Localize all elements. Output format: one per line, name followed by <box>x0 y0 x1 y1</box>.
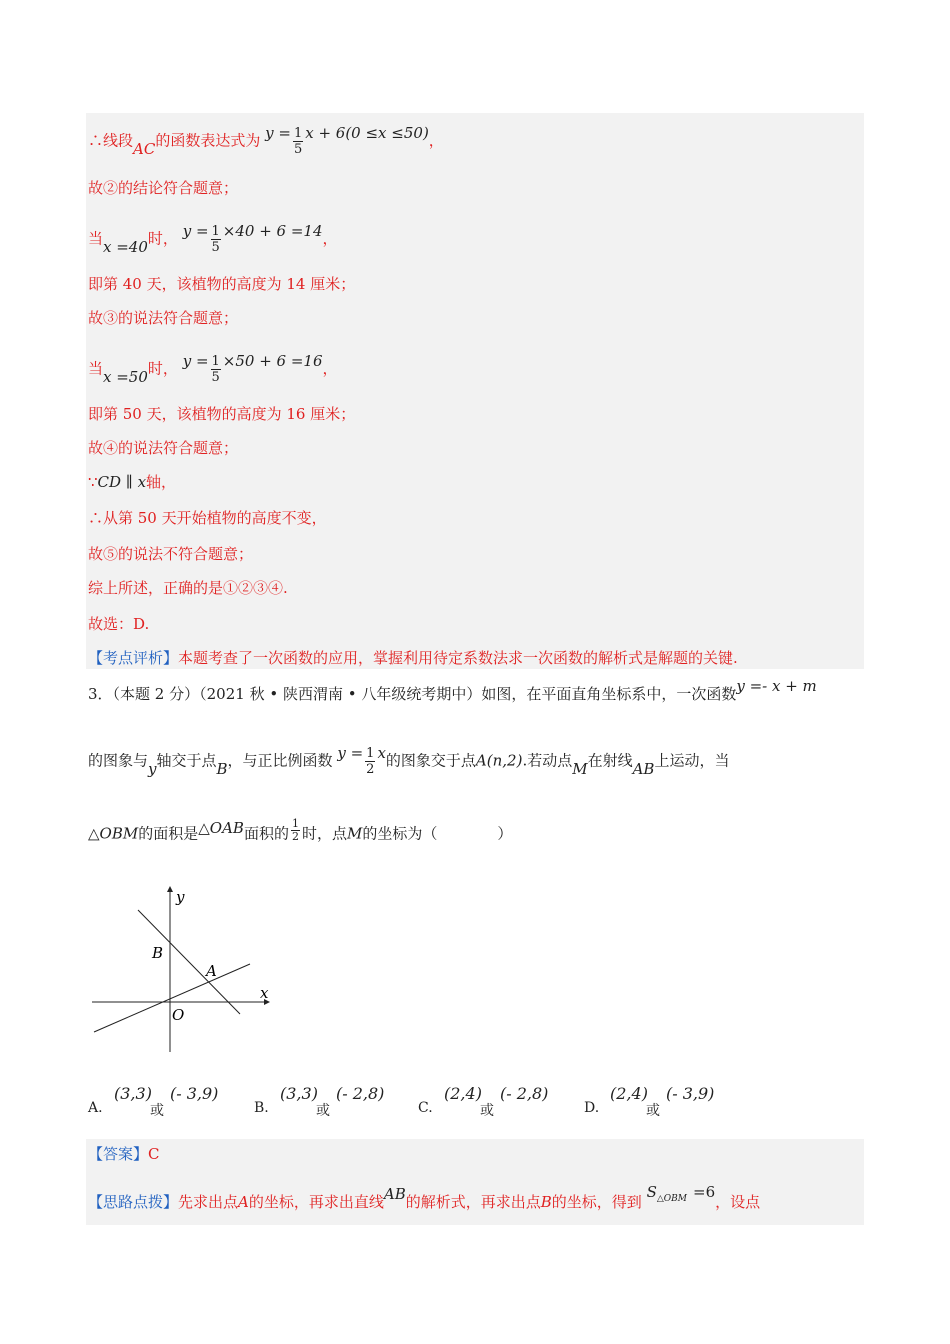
answer-value: C <box>148 1145 160 1163</box>
solution-line-1 <box>88 123 444 158</box>
formula: y = <box>337 743 364 762</box>
text: .若动点 <box>522 751 573 770</box>
math: =6 <box>693 1183 716 1201</box>
fraction <box>211 224 221 255</box>
x-label: x <box>260 984 269 1002</box>
review-tag: 【考点评析】 <box>88 649 179 667</box>
line-ab <box>138 910 240 1014</box>
solution-line-9 <box>88 472 176 492</box>
parallel-symbol: ∥ <box>125 473 133 491</box>
answer-tag: 【答案】 <box>88 1145 149 1163</box>
option-letter: B. <box>254 1100 269 1116</box>
text: 的坐标，再求出直线 <box>248 1193 384 1211</box>
formula: y =- x + m <box>736 677 817 695</box>
question-text: 3．（本题 2 分）（2021 秋 • 陕西渭南 • 八年级统考期中）如图，在平面直角坐标系中，一次函数 <box>88 685 737 703</box>
text: ， <box>322 229 338 248</box>
text: 上运动，当 <box>654 751 730 770</box>
solution-line-7: 即第 50 天，该植物的高度为 16 厘米； <box>88 405 356 423</box>
hint-tag: 【思路点拨】 <box>88 1193 179 1211</box>
text: 时， <box>147 229 178 248</box>
text: 当 <box>88 359 104 378</box>
text: 轴交于点 <box>156 751 217 770</box>
denominator: 5 <box>211 370 220 385</box>
text: ，与正比例函数 <box>227 751 333 770</box>
y-axis-arrow <box>167 886 173 892</box>
option-value-2: (- 2,8) <box>336 1084 385 1103</box>
formula: ×50 + 6 =16 <box>222 351 323 370</box>
question-line-3 <box>88 817 513 847</box>
question-line-2 <box>88 743 730 778</box>
coordinate-figure <box>86 880 286 1060</box>
text: 的坐标，得到 <box>551 1193 642 1211</box>
solution-line-12: 综上所述，正确的是①②③④. <box>88 579 288 597</box>
solution-line-4: 即第 40 天，该植物的高度为 14 厘米； <box>88 275 356 293</box>
option-value-1: (3,3) <box>114 1084 152 1103</box>
math-subscript: △OBM <box>656 1194 688 1204</box>
text: 的图象与 <box>88 751 149 770</box>
solution-line-5: 故③的说法符合题意； <box>88 309 239 327</box>
hint-line <box>88 1183 761 1215</box>
option-or: 或 <box>646 1103 660 1119</box>
numerator: 1 <box>291 817 299 830</box>
math: M <box>572 759 588 778</box>
option-letter: C. <box>418 1100 433 1116</box>
fraction <box>291 818 300 843</box>
formula: y = <box>265 123 291 142</box>
text: 面积的 <box>243 824 289 843</box>
option-or: 或 <box>150 1103 164 1119</box>
denominator: 2 <box>366 762 375 777</box>
denominator: 2 <box>291 830 299 843</box>
fraction <box>365 746 375 777</box>
math: AB <box>383 1185 406 1203</box>
math: y <box>148 759 157 778</box>
review-line <box>88 648 738 668</box>
option-value-1: (3,3) <box>280 1084 318 1103</box>
text: 时， <box>147 359 178 378</box>
math: B <box>216 759 228 778</box>
denominator: 5 <box>293 142 303 157</box>
math: B <box>540 1193 552 1211</box>
formula: x <box>377 743 386 762</box>
text: 的函数表达式为 <box>155 131 261 150</box>
numerator: 1 <box>293 126 303 141</box>
math: AB <box>632 759 655 778</box>
solution-line-10: ∴从第 50 天开始植物的高度不变， <box>88 509 327 527</box>
solution-line-6 <box>88 351 338 386</box>
because-symbol: ∵ <box>88 473 98 491</box>
math: A <box>238 1193 249 1211</box>
segment-ac: AC <box>133 139 156 158</box>
text: 的面积是 <box>138 824 199 843</box>
option-letter: D. <box>584 1100 600 1116</box>
point-a-label: A <box>206 962 217 980</box>
text: 先求出点 <box>178 1193 239 1211</box>
text: 的解析式，再求出点 <box>405 1193 541 1211</box>
origin-label: O <box>172 1006 185 1024</box>
fraction <box>293 126 303 157</box>
solution-line-8: 故④的说法符合题意； <box>88 439 239 457</box>
text: ，设点 <box>715 1193 761 1211</box>
option-value-2: (- 3,9) <box>170 1084 219 1103</box>
math: A(n,2) <box>475 751 523 770</box>
formula: ×40 + 6 =14 <box>222 221 323 240</box>
formula: y = <box>182 351 209 370</box>
fraction <box>211 354 221 385</box>
denominator: 5 <box>211 240 220 255</box>
text: ∴线段 <box>88 131 134 150</box>
answer-line <box>88 1144 160 1164</box>
math: x =40 <box>103 237 148 256</box>
question-line-1 <box>88 677 817 704</box>
text: ， <box>322 359 338 378</box>
point-b-label: B <box>152 944 164 962</box>
text: 当 <box>88 229 104 248</box>
math: △OBM <box>88 824 139 843</box>
numerator: 1 <box>366 746 375 761</box>
text: 时，点 <box>301 824 347 843</box>
option-value-1: (2,4) <box>444 1084 482 1103</box>
y-label: y <box>176 888 185 906</box>
segment-cd: CD <box>97 473 122 491</box>
numerator: 1 <box>211 354 220 369</box>
option-value-1: (2,4) <box>610 1084 648 1103</box>
text: 轴， <box>146 473 177 491</box>
option-letter: A. <box>88 1100 103 1116</box>
text: 的图象交于点 <box>385 751 476 770</box>
review-text: 本题考查了一次函数的应用，掌握利用待定系数法求一次函数的解析式是解题的关键. <box>178 649 738 667</box>
solution-line-3 <box>88 221 338 256</box>
solution-line-13: 故选：D. <box>88 615 150 633</box>
math: M <box>346 824 363 843</box>
option-value-2: (- 2,8) <box>500 1084 549 1103</box>
text: ， <box>428 131 444 150</box>
option-or: 或 <box>480 1103 494 1119</box>
math: x <box>137 473 147 491</box>
option-value-2: (- 3,9) <box>666 1084 715 1103</box>
formula: y = <box>182 221 209 240</box>
math: S <box>646 1183 657 1201</box>
math: △OAB <box>198 818 244 837</box>
math: x =50 <box>103 367 148 386</box>
solution-line-2: 故②的结论符合题意； <box>88 179 239 197</box>
formula: x + 6(0 ≤x ≤50) <box>305 123 429 142</box>
option-or: 或 <box>316 1103 330 1119</box>
solution-line-11: 故⑤的说法不符合题意； <box>88 545 254 563</box>
numerator: 1 <box>211 224 220 239</box>
text: 的坐标为（ ） <box>362 824 513 843</box>
text: 在射线 <box>587 751 633 770</box>
